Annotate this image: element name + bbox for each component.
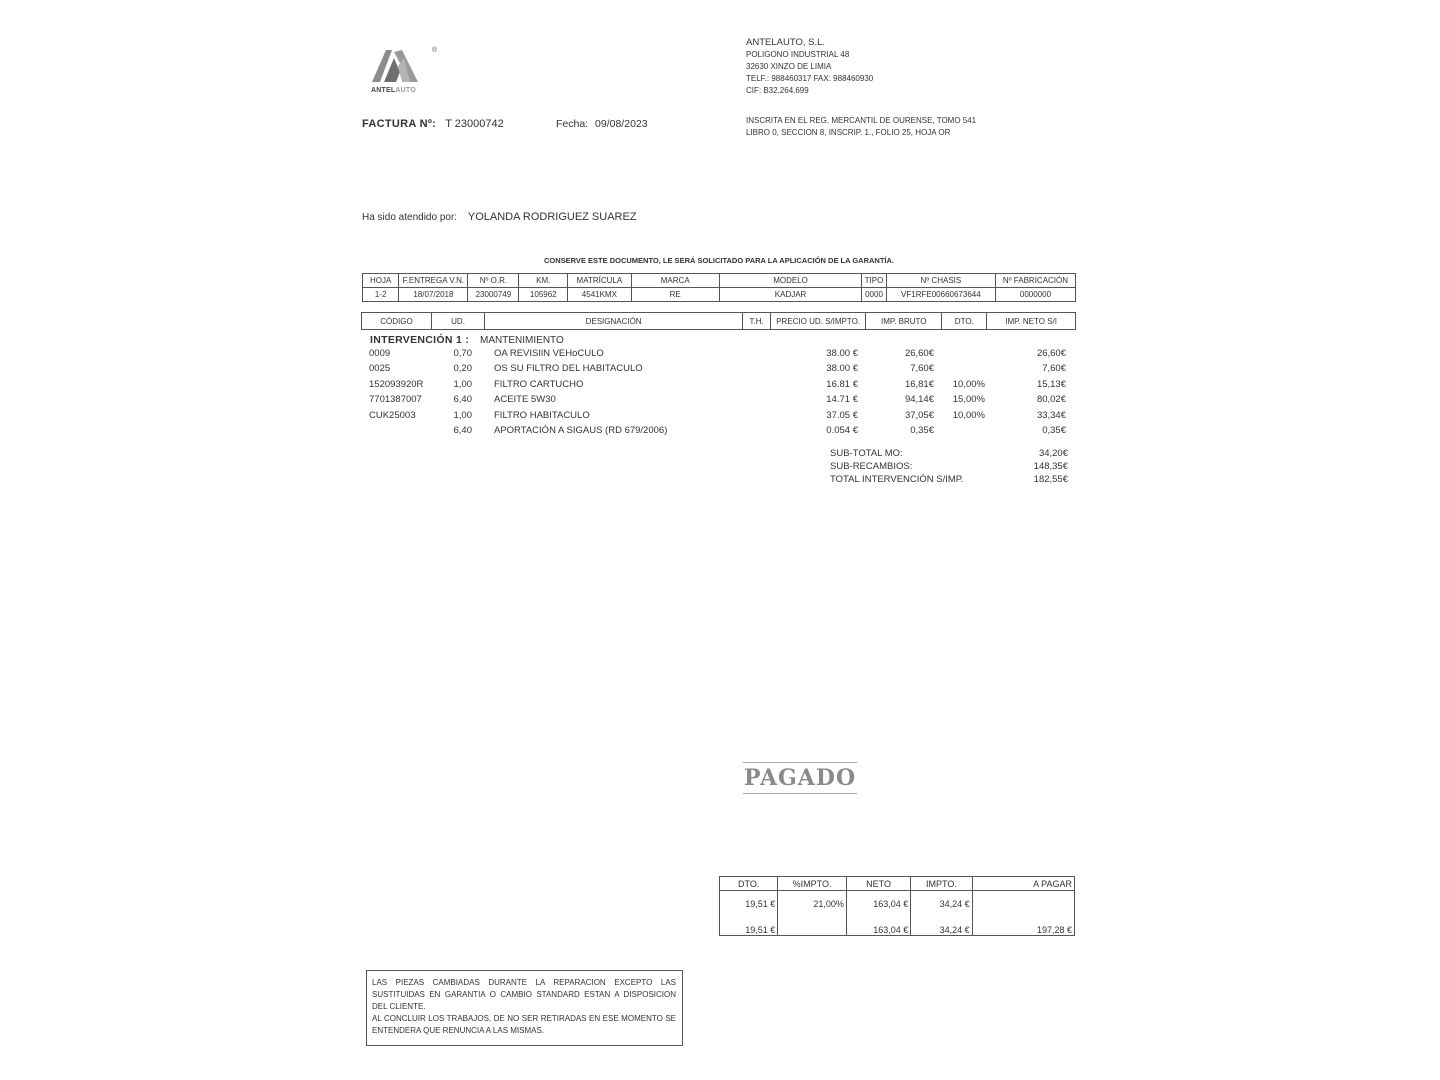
vehicle-header-row	[363, 274, 1076, 288]
vehicle-value-cell: KADJAR	[719, 288, 861, 302]
invoice-date-label: Fecha:	[556, 118, 589, 130]
attended-by-name: YOLANDA RODRIGUEZ SUAREZ	[467, 211, 637, 223]
vehicle-value-cell: 1-2	[363, 288, 399, 302]
company-name: ANTELAUTO, S.L.	[746, 37, 826, 48]
summary-table	[719, 876, 1075, 936]
company-city: 32630 XINZO DE LIMIA	[746, 62, 832, 71]
line-discount: 10,00%	[952, 410, 985, 421]
line-description: OA REVISIlN VEHoCULO	[494, 348, 604, 359]
subtotal-labour	[830, 448, 1068, 461]
lines-header-row	[362, 313, 1076, 330]
line-code: 0025	[369, 363, 391, 374]
parts-disclaimer	[366, 970, 683, 1046]
summary-header-cell: %IMPTO.	[778, 877, 847, 891]
vehicle-header-cell: Nº CHASIS	[886, 274, 995, 288]
invoice-number	[362, 118, 504, 130]
vehicle-header-cell: F.ENTREGA V.N.	[399, 274, 468, 288]
summary-header-cell: A PAGAR	[972, 877, 1074, 891]
line-discount: 15,00%	[952, 394, 985, 405]
registry-line-1: INSCRITA EN EL REG. MERCANTIL DE OURENSE, TOMO 541	[746, 116, 977, 125]
line-item	[360, 363, 1080, 378]
intervention-title: MANTENIMIENTO	[480, 335, 564, 346]
subtotal-value: 182,55€	[1033, 474, 1068, 485]
invoice-date-value: 09/08/2023	[595, 118, 648, 130]
vehicle-header-cell: MATRÍCULA	[568, 274, 631, 288]
vehicle-value-cell: RE	[631, 288, 719, 302]
vehicle-header-cell: MODELO	[719, 274, 861, 288]
line-description: FILTRO HABITACULO	[494, 410, 590, 421]
line-net: 80,02€	[1036, 394, 1066, 405]
vehicle-value-cell: 0000000	[995, 288, 1075, 302]
line-item	[360, 394, 1080, 409]
line-unit-price: 0.054 €	[826, 425, 858, 436]
lines-header-cell: IMP. BRUTO	[866, 313, 942, 330]
company-cif: CIF: B32.264.699	[746, 86, 809, 95]
line-gross: 26,60€	[904, 348, 934, 359]
line-gross: 37,05€	[904, 410, 934, 421]
vehicle-value-cell: 105962	[519, 288, 568, 302]
vehicle-value-cell: VF1RFE00660673644	[886, 288, 995, 302]
total-intervention	[830, 474, 1068, 487]
summary-row	[720, 917, 1075, 936]
amount-due: 197,28 €	[972, 917, 1074, 936]
summary-header-cell: NETO	[846, 877, 910, 891]
lines-header-cell: IMP. NETO S/I	[987, 313, 1076, 330]
summary-header-cell: IMPTO.	[911, 877, 972, 891]
summary-cell: 34,24 €	[911, 891, 972, 918]
line-unit-price: 38.00 €	[826, 348, 858, 359]
paid-stamp: PAGADO	[743, 762, 857, 794]
line-unit-price: 14.71 €	[826, 394, 858, 405]
line-item	[360, 425, 1080, 440]
line-gross: 7,60€	[910, 363, 934, 374]
summary-cell: 19,51 €	[720, 917, 778, 936]
lines-header-cell: T.H.	[743, 313, 771, 330]
vehicle-value-cell: 18/07/2018	[399, 288, 468, 302]
line-units: 6,40	[453, 394, 472, 405]
subtotal-label: SUB-RECAMBIOS:	[830, 461, 913, 472]
summary-cell: 34,24 €	[911, 917, 972, 936]
vehicle-table	[362, 273, 1076, 302]
lines-header-cell: UD.	[431, 313, 484, 330]
line-net: 0,35€	[1042, 425, 1066, 436]
vehicle-header-cell: Nº FABRICACIÓN	[995, 274, 1075, 288]
line-description: ACEITE 5W30	[494, 394, 556, 405]
vehicle-value-cell: 4541KMX	[568, 288, 631, 302]
summary-cell: 19,51 €	[720, 891, 778, 918]
summary-header-cell: DTO.	[720, 877, 778, 891]
line-discount: 10,00%	[952, 379, 985, 390]
line-unit-price: 16.81 €	[826, 379, 858, 390]
line-description: FILTRO CARTUCHO	[494, 379, 584, 390]
summary-cell	[972, 891, 1074, 918]
line-code: 0009	[369, 348, 391, 359]
line-gross: 94,14€	[904, 394, 934, 405]
invoice-number-label: FACTURA Nº:	[362, 118, 437, 130]
vehicle-value-cell: 0000	[862, 288, 887, 302]
warranty-notice: CONSERVE ESTE DOCUMENTO, LE SERÁ SOLICITADO PARA LA APLICACIÓN DE LA GARANTÍA.	[543, 256, 895, 265]
invoice-date	[556, 118, 648, 130]
company-address: POLIGONO INDUSTRIAL 48	[746, 50, 850, 59]
lines-header-cell: PRECIO UD. S/IMPTO.	[771, 313, 866, 330]
vehicle-header-cell: HOJA	[363, 274, 399, 288]
line-units: 0,20	[453, 363, 472, 374]
subtotal-value: 148,35€	[1033, 461, 1068, 472]
lines-header-table	[361, 312, 1076, 330]
summary-cell: 163,04 €	[846, 891, 910, 918]
subtotal-parts	[830, 461, 1068, 474]
summary-cell	[778, 917, 847, 936]
intervention-heading	[370, 334, 564, 346]
vehicle-header-cell: KM.	[519, 274, 568, 288]
disclaimer-paragraph: LAS PIEZAS CAMBIADAS DURANTE LA REPARACION EXCEPTO LAS SUSTITUIDAS EN GARANTIA O CAMBIO STANDARD ESTAN A DISPOSICION DEL CLIENTE.	[372, 978, 676, 1011]
vehicle-value-row	[363, 288, 1076, 302]
line-net: 7,60€	[1042, 363, 1066, 374]
summary-row	[720, 891, 1075, 918]
line-units: 6,40	[453, 425, 472, 436]
invoice-number-value: T 23000742	[445, 118, 504, 130]
subtotal-label: TOTAL INTERVENCIÓN S/IMP.	[830, 474, 964, 485]
line-net: 33,34€	[1036, 410, 1066, 421]
registry-line-2: LIBRO 0, SECCION 8, INSCRIP. 1., FOLIO 25, HOJA OR	[746, 127, 951, 137]
line-code: CUK25003	[369, 410, 416, 421]
lines-header-cell: CÓDIGO	[362, 313, 432, 330]
summary-cell: 163,04 €	[846, 917, 910, 936]
disclaimer-paragraph: AL CONCLUIR LOS TRABAJOS, DE NO SER RETIRADAS EN ESE MOMENTO SE ENTENDERA QUE RENUNCIA A LAS MISMAS.	[372, 1014, 676, 1035]
summary-cell: 21,00%	[778, 891, 847, 918]
vehicle-header-cell: Nº O.R.	[468, 274, 519, 288]
line-description: OS SU FILTRO DEL HABITACULO	[494, 363, 643, 374]
line-code: 7701387007	[369, 394, 422, 405]
line-unit-price: 37.05 €	[826, 410, 858, 421]
line-units: 1,00	[453, 410, 472, 421]
company-info	[746, 37, 873, 97]
company-phone: TELF.: 988460317 FAX: 988460930	[746, 74, 874, 83]
line-net: 15,13€	[1036, 379, 1066, 390]
line-item	[360, 410, 1080, 425]
line-unit-price: 38.00 €	[826, 363, 858, 374]
summary-header-row	[720, 877, 1075, 891]
intervention-label: INTERVENCIÓN 1 :	[370, 334, 470, 346]
line-gross: 16,81€	[904, 379, 934, 390]
lines-header-cell: DTO.	[942, 313, 987, 330]
subtotal-value: 34,20€	[1038, 448, 1068, 459]
attended-by	[362, 211, 637, 223]
line-item	[360, 348, 1080, 363]
subtotal-label: SUB-TOTAL MO:	[830, 448, 903, 459]
line-item	[360, 379, 1080, 394]
vehicle-value-cell: 23000749	[468, 288, 519, 302]
lines-header-cell: DESIGNACIÓN	[485, 313, 743, 330]
line-code: 152093920R	[369, 379, 424, 390]
line-units: 0,70	[453, 348, 472, 359]
company-registry	[746, 115, 976, 138]
logo-wordmark: ANTELAUTO	[371, 87, 416, 94]
line-units: 1,00	[453, 379, 472, 390]
attended-by-label: Ha sido atendido por:	[362, 212, 458, 223]
registered-mark: ®	[432, 47, 438, 54]
vehicle-header-cell: MARCA	[631, 274, 719, 288]
vehicle-header-cell: TIPO	[862, 274, 887, 288]
line-description: APORTACIÓN A SIGAUS (RD 679/2006)	[494, 425, 668, 436]
line-gross: 0,35€	[910, 425, 934, 436]
line-net: 26,60€	[1036, 348, 1066, 359]
